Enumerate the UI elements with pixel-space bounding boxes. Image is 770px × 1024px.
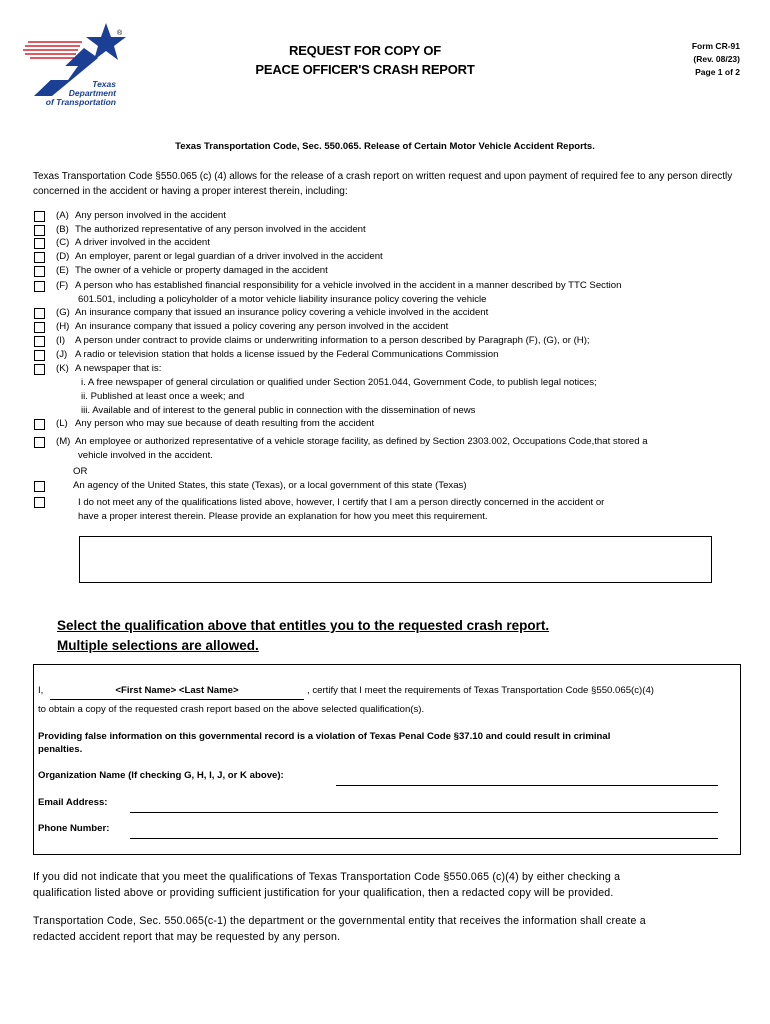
- page-number: Page 1 of 2: [695, 67, 740, 77]
- qualification-checkbox[interactable]: [34, 419, 45, 430]
- explanation-field[interactable]: [79, 536, 712, 583]
- qualification-text: A newspaper that is:: [75, 363, 162, 374]
- agency-name: Texas Department of Transportation: [45, 79, 116, 107]
- qualification-checkbox[interactable]: [34, 211, 45, 222]
- email-label: Email Address:: [38, 797, 108, 808]
- qualification-text: Any person involved in the accident: [75, 210, 226, 221]
- redaction-note-line-1: If you did not indicate that you meet the qualifications of Texas Transportation Code §550.065 (c)(4) by either checking a: [33, 871, 621, 883]
- qualification-checkbox[interactable]: [34, 364, 45, 375]
- other-option-line-1: I do not meet any of the qualifications listed above, however, I certify that I am a person directly concerned in the accident or: [78, 497, 605, 508]
- agency-checkbox[interactable]: [34, 481, 45, 492]
- qualification-checkbox[interactable]: [34, 252, 45, 263]
- qualification-letter: (H): [56, 321, 70, 332]
- qualification-letter: (C): [56, 237, 70, 248]
- qualification-letter: (F): [56, 280, 69, 291]
- selection-line-2: Multiple selections are allowed.: [57, 638, 259, 653]
- qualification-letter: (A): [56, 210, 69, 221]
- qualification-text: An insurance company that issued an insurance policy covering a vehicle involved in the accident: [75, 307, 489, 318]
- phone-field[interactable]: [130, 824, 718, 839]
- other-checkbox[interactable]: [34, 497, 45, 508]
- qualification-checkbox[interactable]: [34, 308, 45, 319]
- qualification-checkbox[interactable]: [34, 238, 45, 249]
- qualification-letter: (J): [56, 349, 68, 360]
- registered-mark: ®: [117, 30, 123, 37]
- code-heading: Texas Transportation Code, Sec. 550.065. Release of Certain Motor Vehicle Accident Reports.: [175, 141, 595, 152]
- qualification-text: Any person who may sue because of death resulting from the accident: [75, 418, 375, 429]
- qualification-text: An insurance company that issued a policy covering any person involved in the accident: [75, 321, 449, 332]
- agency-option-text: An agency of the United States, this state (Texas), or a local government of this state (Texas): [73, 480, 467, 491]
- redaction-note: [33, 869, 733, 901]
- qualification-text-continued: 601.501, including a policyholder of a motor vehicle liability insurance policy covering the vehicle: [78, 294, 487, 305]
- cert-suffix: , certify that I meet the requirements of Texas Transportation Code §550.065(c)(4): [307, 685, 654, 696]
- qualification-checkbox[interactable]: [34, 225, 45, 236]
- selection-line-1: Select the qualification above that entitles you to the requested crash report.: [57, 618, 550, 633]
- qualification-checkbox[interactable]: [34, 437, 45, 448]
- other-option-line-2: have a proper interest therein. Please provide an explanation for how you meet this requirement.: [78, 511, 488, 522]
- qualification-letter: (I): [56, 335, 66, 346]
- false-info-warning-1: Providing false information on this governmental record is a violation of Texas Penal Code §37.10 and could result in criminal: [38, 731, 611, 742]
- selection-instructions: [57, 616, 549, 656]
- qualification-text: A radio or television station that holds a license issued by the Federal Communications Commission: [75, 349, 499, 360]
- newspaper-subitem: ii. Published at least once a week; and: [81, 391, 245, 402]
- qualification-text: The authorized representative of any person involved in the accident: [75, 224, 366, 235]
- org-label: Organization Name (If checking G, H, I, J, or K above):: [38, 770, 284, 781]
- qualification-checkbox[interactable]: [34, 336, 45, 347]
- qualification-letter: (B): [56, 224, 69, 235]
- qualification-checkbox[interactable]: [34, 322, 45, 333]
- name-field[interactable]: <First Name> <Last Name>: [50, 684, 304, 700]
- qualification-text: The owner of a vehicle or property damaged in the accident: [75, 265, 328, 276]
- qualification-checkbox[interactable]: [34, 350, 45, 361]
- cert-line-2: to obtain a copy of the requested crash report based on the above selected qualification(s).: [38, 704, 425, 715]
- qualification-text-continued: vehicle involved in the accident.: [78, 450, 213, 461]
- org-field[interactable]: [336, 771, 718, 786]
- intro-paragraph: Texas Transportation Code §550.065 (c) (4) allows for the release of a crash report on written request and upon payment of required fee to any person directly concerned in the accident or having a proper interest therein, including:: [33, 171, 733, 197]
- false-info-warning-2: penalties.: [38, 744, 83, 755]
- form-number-block: [630, 40, 740, 79]
- or-label: OR: [73, 466, 88, 477]
- qualification-letter: (L): [56, 418, 68, 429]
- transportation-code-note: [33, 913, 733, 945]
- title-line-2: PEACE OFFICER'S CRASH REPORT: [255, 62, 475, 77]
- newspaper-subitem: i. A free newspaper of general circulation or qualified under Section 2051.044, Government Code, to publish legal notices;: [81, 377, 597, 388]
- phone-label: Phone Number:: [38, 823, 110, 834]
- form-number: Form CR-91: [691, 41, 740, 51]
- form-title: [0, 41, 730, 79]
- qualification-letter: (E): [56, 265, 69, 276]
- qualification-letter: (K): [56, 363, 69, 374]
- newspaper-subitem: iii. Available and of interest to the general public in connection with the dissemination of news: [81, 405, 476, 416]
- revision-date: (Rev. 08/23): [693, 54, 740, 64]
- code-note-line-1: Transportation Code, Sec. 550.065(c-1) the department or the governmental entity that receives the information shall create a: [33, 915, 646, 927]
- email-field[interactable]: [130, 798, 718, 813]
- redaction-note-line-2: qualification listed above or providing sufficient justification for your qualification, then a redacted copy will be provided.: [33, 887, 614, 899]
- cert-prefix: I,: [38, 685, 44, 696]
- qualification-checkbox[interactable]: [34, 281, 45, 292]
- qualification-text: A driver involved in the accident: [75, 237, 210, 248]
- qualification-letter: (G): [56, 307, 70, 318]
- qualification-text: An employee or authorized representative of a vehicle storage facility, as defined by Section 2303.002, Occupations Code,that stored a: [75, 436, 648, 447]
- qualification-checkbox[interactable]: [34, 266, 45, 277]
- code-note-line-2: redacted accident report that may be requested by any person.: [33, 931, 341, 943]
- qualification-text: An employer, parent or legal guardian of a driver involved in the accident: [75, 251, 383, 262]
- qualification-text: A person who has established financial responsibility for a vehicle involved in the accident in a manner described by TTC Section: [75, 280, 622, 291]
- qualification-text: A person under contract to provide claims or underwriting information to a person described by Paragraph (F), (G), or (H);: [75, 335, 590, 346]
- title-line-1: REQUEST FOR COPY OF: [289, 43, 441, 58]
- qualification-letter: (D): [56, 251, 70, 262]
- qualification-letter: (M): [56, 436, 71, 447]
